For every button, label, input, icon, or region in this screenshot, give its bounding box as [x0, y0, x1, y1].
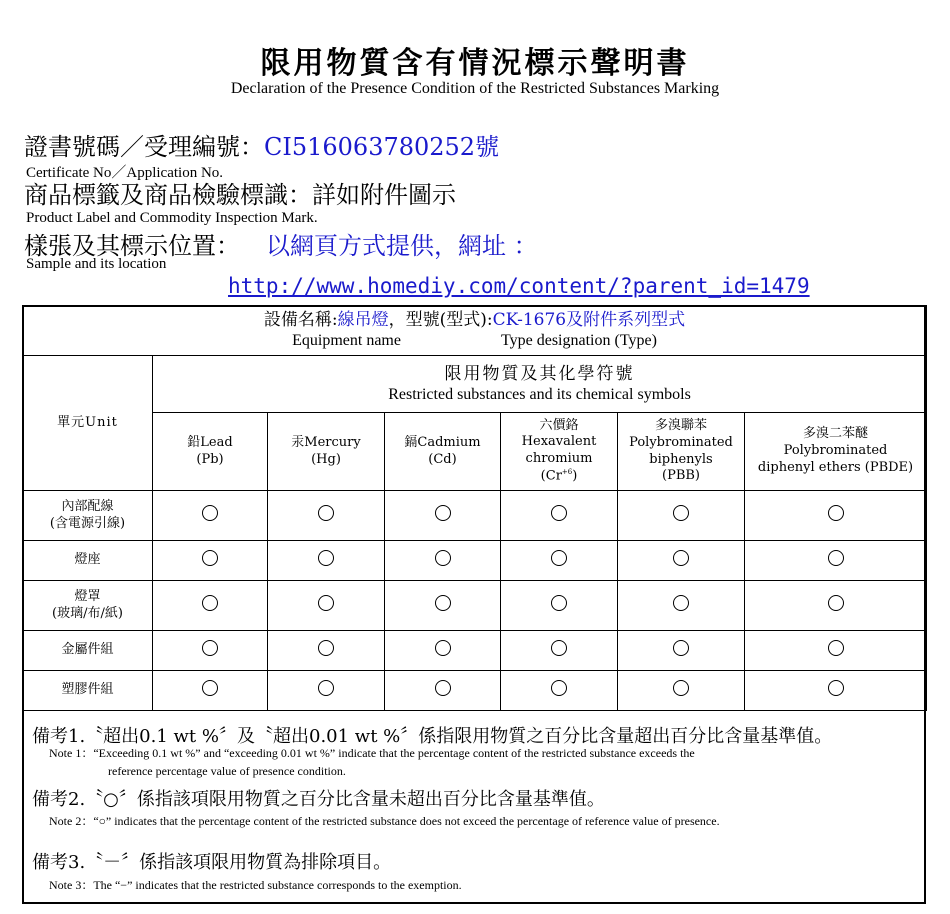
sample-label: 樣張及其標示位置：	[24, 232, 240, 260]
row-label-sub: (含電源引線)	[49, 515, 126, 531]
column-pbb-name-zh: 多溴聯苯	[654, 417, 707, 433]
circle-mark	[673, 640, 689, 656]
circle-mark	[318, 640, 334, 656]
note-2-zh: 備考2.〝○〞係指該項限用物質之百分比含量未超出百分比含量基準值。	[32, 789, 605, 810]
circle-mark	[435, 595, 451, 611]
table-row	[23, 581, 927, 631]
circle-mark	[673, 595, 689, 611]
row-label-main: 燈座	[74, 552, 101, 568]
circle-mark	[435, 550, 451, 566]
certificate-line	[24, 127, 499, 162]
column-chromium-name-en2: chromium	[525, 451, 593, 467]
column-pbb-name-en1: Polybrominated	[629, 434, 733, 450]
circle-mark	[318, 505, 334, 521]
substances-header-en: Restricted substances and its chemical symbols	[388, 385, 691, 403]
circle-mark	[202, 680, 218, 696]
column-cadmium-symbol: (Cd)	[428, 451, 457, 467]
circle-mark	[828, 550, 844, 566]
circle-mark	[828, 680, 844, 696]
equipment-cell	[23, 306, 927, 356]
presence-cell	[385, 491, 501, 541]
substances-header-zh: 限用物質及其化學符號	[444, 363, 635, 384]
presence-cell	[268, 541, 385, 581]
circle-mark	[318, 550, 334, 566]
substances-table	[22, 305, 927, 711]
presence-cell	[745, 581, 927, 631]
circle-mark	[202, 505, 218, 521]
column-chromium-name-en1: Hexavalent	[521, 434, 597, 450]
presence-cell	[745, 541, 927, 581]
circle-mark	[551, 680, 567, 696]
chromium-symbol-close: )	[572, 468, 578, 484]
presence-cell	[268, 581, 385, 631]
certificate-label: 證書號碼／受理編號：	[24, 133, 264, 161]
presence-cell	[745, 671, 927, 711]
sample-value: 以網頁方式提供，網址 ：	[266, 232, 538, 260]
sample-label-en: Sample and its location	[26, 256, 167, 272]
presence-cell	[153, 491, 268, 541]
presence-cell	[745, 491, 927, 541]
equipment-type-label: ，型號(型式):	[388, 310, 493, 331]
presence-cell	[501, 541, 618, 581]
presence-cell	[268, 671, 385, 711]
table-row	[23, 671, 927, 711]
presence-cell	[618, 581, 745, 631]
row-label-main: 燈罩	[74, 588, 101, 604]
table-row	[23, 631, 927, 671]
circle-mark	[673, 680, 689, 696]
row-label-main: 金屬件組	[61, 642, 114, 658]
circle-mark	[828, 640, 844, 656]
circle-mark	[435, 640, 451, 656]
circle-mark	[551, 595, 567, 611]
substances-header-row	[23, 356, 927, 413]
presence-cell	[501, 581, 618, 631]
circle-mark	[435, 505, 451, 521]
circle-mark	[202, 595, 218, 611]
row-label	[23, 491, 153, 541]
document-subtitle: Declaration of the Presence Condition of the Restricted Substances Marking	[230, 80, 720, 97]
chromium-symbol-text: (Cr	[540, 468, 562, 484]
circle-mark	[435, 680, 451, 696]
equipment-type-label-en: Type designation (Type)	[500, 332, 657, 350]
column-chromium-name-zh: 六價鉻	[539, 417, 579, 433]
note-3-en: Note 3：The “−” indicates that the restricted substance corresponds to the exemption.	[49, 878, 462, 892]
column-pbde	[745, 413, 927, 491]
presence-cell	[153, 631, 268, 671]
circle-mark	[673, 550, 689, 566]
column-cadmium	[385, 413, 501, 491]
column-pbb-symbol: (PBB)	[662, 468, 700, 484]
column-pbb	[618, 413, 745, 491]
column-mercury-symbol: (Hg)	[311, 451, 341, 467]
certificate-label-en: Certificate No／Application No.	[26, 165, 224, 181]
circle-mark	[202, 640, 218, 656]
column-lead-symbol: (Pb)	[196, 451, 224, 467]
presence-cell	[618, 491, 745, 541]
unit-header: 單元Unit	[23, 356, 153, 491]
row-label	[23, 631, 153, 671]
presence-cell	[268, 631, 385, 671]
circle-mark	[551, 550, 567, 566]
presence-cell	[153, 541, 268, 581]
equipment-name-label: 設備名稱:	[263, 310, 338, 331]
presence-cell	[385, 671, 501, 711]
presence-cell	[501, 491, 618, 541]
product-label-label: 商品標籤及商品檢驗標識：	[24, 181, 312, 209]
presence-cell	[618, 631, 745, 671]
substance-columns-row	[23, 413, 927, 491]
row-label-main: 內部配線	[61, 498, 114, 514]
equipment-name-value: 線吊燈	[337, 310, 389, 331]
note-2-en: Note 2：“○” indicates that the percentage content of the restricted substance does not exceed the percentage of reference value of presence.	[49, 814, 720, 828]
row-label	[23, 581, 153, 631]
circle-mark	[673, 505, 689, 521]
equipment-type-value: CK-1676及附件系列型式	[492, 310, 686, 331]
sample-url-link[interactable]: http://www.homediy.com/content/?parent_id=1479	[228, 274, 810, 298]
presence-cell	[745, 631, 927, 671]
presence-cell	[385, 541, 501, 581]
presence-cell	[268, 491, 385, 541]
presence-cell	[501, 631, 618, 671]
presence-cell	[153, 671, 268, 711]
equipment-row	[23, 306, 927, 356]
circle-mark	[551, 505, 567, 521]
document-title: 限用物質含有情況標示聲明書	[260, 46, 690, 81]
column-pbde-name-zh: 多溴二苯醚	[803, 426, 869, 442]
column-lead	[153, 413, 268, 491]
product-label-line	[24, 175, 456, 210]
column-pbde-name-en2: diphenyl ethers (PBDE)	[757, 459, 914, 475]
column-pbb-name-en2: biphenyls	[649, 451, 713, 467]
circle-mark	[318, 680, 334, 696]
row-label-sub: (玻璃/布/紙)	[52, 605, 123, 621]
row-label	[23, 541, 153, 581]
presence-cell	[385, 631, 501, 671]
presence-cell	[385, 581, 501, 631]
product-label-value: 詳如附件圖示	[312, 181, 456, 209]
row-label-main: 塑膠件組	[61, 682, 114, 698]
circle-mark	[318, 595, 334, 611]
column-lead-name: 鉛Lead	[187, 434, 233, 450]
column-cadmium-name: 鎘Cadmium	[404, 434, 481, 450]
circle-mark	[828, 595, 844, 611]
table-row	[23, 541, 927, 581]
product-label-label-en: Product Label and Commodity Inspection Mark.	[26, 210, 318, 226]
column-pbde-name-en1: Polybrominated	[783, 443, 888, 459]
substances-header-cell	[153, 356, 927, 413]
presence-cell	[618, 671, 745, 711]
presence-cell	[501, 671, 618, 711]
chromium-symbol-sup: +6	[561, 468, 573, 477]
column-mercury	[268, 413, 385, 491]
presence-cell	[618, 541, 745, 581]
equipment-name-label-en: Equipment name	[292, 332, 401, 350]
row-label	[23, 671, 153, 711]
circle-mark	[828, 505, 844, 521]
circle-mark	[202, 550, 218, 566]
note-1-zh: 備考1.〝超出0.1 wt %〞及〝超出0.01 wt %〞係指限用物質之百分比含量超出百分比含量基準值。	[32, 726, 833, 747]
column-hexavalent-chromium	[501, 413, 618, 491]
certificate-value: CI516063780252號	[264, 133, 500, 161]
table-row	[23, 491, 927, 541]
column-mercury-name: 汞Mercury	[291, 434, 361, 450]
circle-mark	[551, 640, 567, 656]
note-1-en-continued: reference percentage value of presence condition.	[108, 764, 346, 778]
note-1-en: Note 1：“Exceeding 0.1 wt %” and “exceeding 0.01 wt %” indicate that the percentage content of the restricted substance exceeds the	[49, 746, 695, 760]
note-3-zh: 備考3.〝－〞係指該項限用物質為排除項目。	[32, 852, 392, 873]
column-chromium-symbol	[501, 468, 617, 485]
presence-cell	[153, 581, 268, 631]
